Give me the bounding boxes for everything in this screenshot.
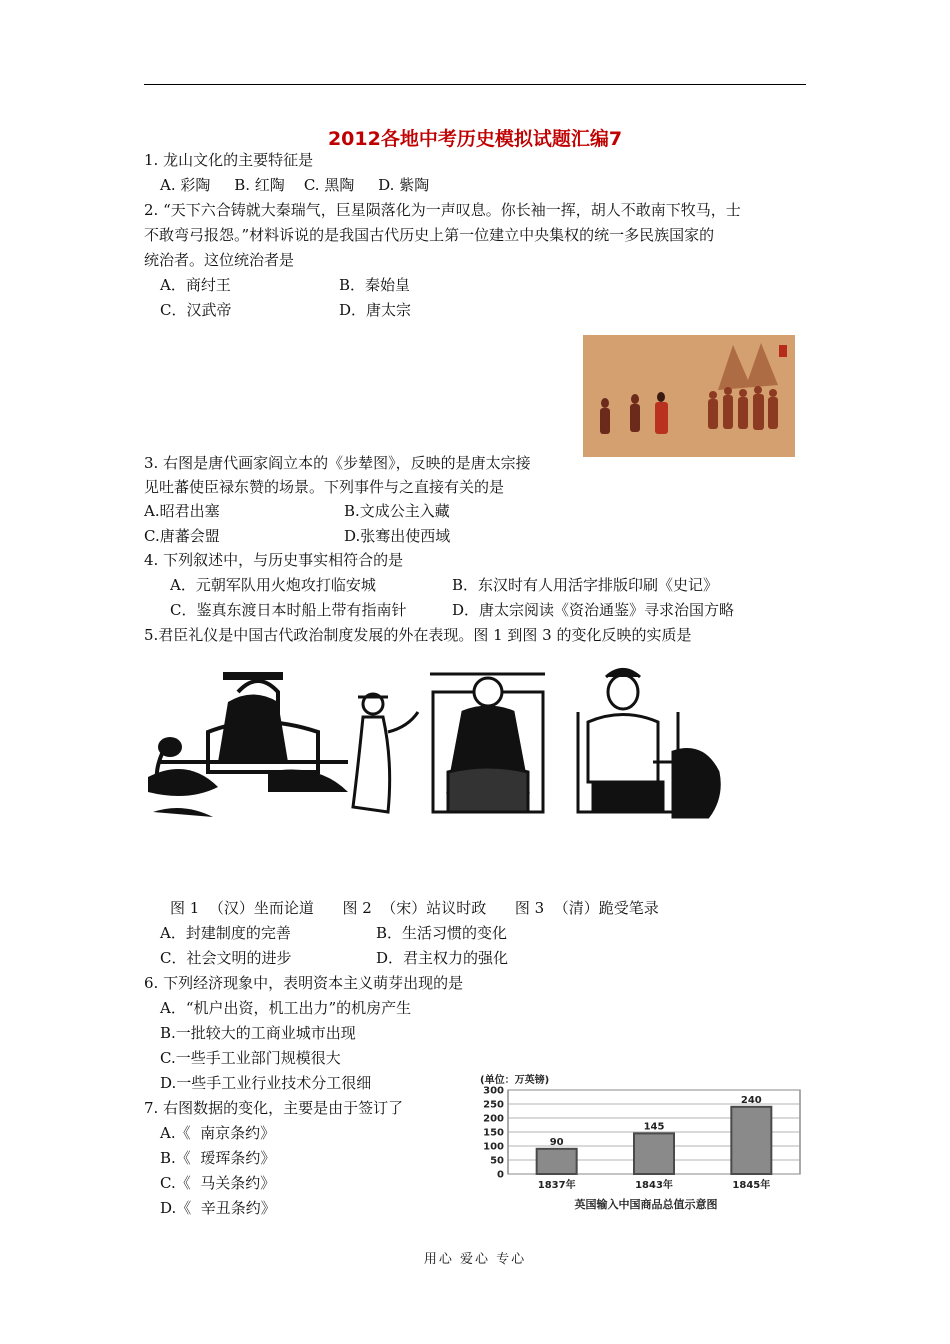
q2-line-1: 2. “天下六合铸就大秦瑞气，巨星陨落化为一声叹息。你长袖一挥，胡人不敢南下牧马，士 — [144, 201, 741, 219]
q5-stem: 5.君臣礼仪是中国古代政治制度发展的外在表现。图 1 到图 3 的变化反映的实质是 — [144, 626, 692, 644]
q6-option-a: A．“机户出资，机工出力”的机房产生 — [160, 999, 412, 1017]
q5-figure-captions: 图 1 （汉）坐而论道 图 2 （宋）站议时政 图 3 （清）跪受笔录 — [170, 899, 659, 917]
q3-option-d: D.张骞出使西域 — [344, 527, 451, 545]
q7-stem: 7. 右图数据的变化，主要是由于签订了 — [144, 1099, 404, 1117]
q3-option-c: C.唐蕃会盟 — [144, 527, 220, 545]
q2-option-a: A．商纣王 — [160, 276, 231, 294]
q7-option-d: D.《 辛丑条约》 — [160, 1199, 276, 1217]
q4-option-c: C．鉴真东渡日本时船上带有指南针 — [170, 601, 407, 619]
q5-option-c: C．社会文明的进步 — [160, 949, 292, 967]
trade-value-chart — [466, 1072, 806, 1214]
bars — [537, 1095, 772, 1174]
q3-option-a: A.昭君出塞 — [144, 502, 220, 520]
bar-value-label: 90 — [549, 1136, 564, 1148]
q7-option-c: C.《 马关条约》 — [160, 1174, 276, 1192]
x-ticks — [538, 1178, 771, 1191]
q4-option-d: D．唐太宗阅读《资治通鉴》寻求治国方略 — [452, 601, 735, 619]
painting-image — [583, 335, 795, 457]
q6-option-d: D.一些手工业行业技术分工很细 — [160, 1074, 372, 1092]
q2-line-3: 统治者。这位统治者是 — [144, 251, 295, 269]
bar-1837年 — [537, 1149, 577, 1174]
q7-option-a: A.《 南京条约》 — [160, 1124, 276, 1142]
bar-1843年 — [634, 1133, 674, 1174]
y-tick-label: 100 — [483, 1141, 504, 1153]
q6-option-b: B.一批较大的工商业城市出现 — [160, 1024, 356, 1042]
q2-line-2: 不敢弯弓报怨。”材料诉说的是我国古代历史上第一位建立中央集权的统一多民族国家的 — [144, 226, 715, 244]
q5-option-d: D．君主权力的强化 — [376, 949, 509, 967]
y-tick-label: 200 — [483, 1113, 504, 1125]
q3-line-1: 3. 右图是唐代画家阎立本的《步辇图》，反映的是唐太宗接 — [144, 454, 531, 472]
chart-unit-label: (单位：万英镑) — [480, 1075, 550, 1086]
x-tick-label: 1845年 — [732, 1180, 771, 1191]
q4-option-b: B．东汉时有人用活字排版印刷《史记》 — [452, 576, 719, 594]
q3-option-b: B.文成公主入藏 — [344, 502, 450, 520]
page-footer: 用心 爱心 专心 — [423, 1252, 527, 1267]
q1-stem: 1. 龙山文化的主要特征是 — [144, 151, 314, 169]
q2-option-b: B．秦始皇 — [339, 276, 411, 294]
y-ticks — [483, 1086, 504, 1181]
q5-option-a: A．封建制度的完善 — [160, 924, 291, 942]
y-tick-label: 250 — [483, 1099, 504, 1111]
y-tick-label: 50 — [490, 1155, 504, 1167]
bar-value-label: 145 — [643, 1121, 665, 1133]
y-tick-label: 150 — [483, 1127, 504, 1139]
q4-option-a: A．元朝军队用火炮攻打临安城 — [170, 576, 376, 594]
chart-caption: 英国输入中国商品总值示意图 — [574, 1198, 718, 1211]
q2-option-d: D．唐太宗 — [339, 301, 412, 319]
bar-1845年 — [731, 1107, 771, 1174]
bar-value-label: 240 — [740, 1094, 762, 1106]
chart-svg — [466, 1072, 806, 1214]
q5-option-b: B．生活习惯的变化 — [376, 924, 508, 942]
header-rule — [144, 84, 806, 85]
q1-options: A. 彩陶 B. 红陶 C. 黑陶 D. 紫陶 — [160, 176, 430, 194]
x-tick-label: 1837年 — [537, 1180, 576, 1191]
q3-line-2: 见吐蕃使臣禄东赞的场景。下列事件与之直接有关的是 — [144, 478, 505, 496]
q6-stem: 6. 下列经济现象中，表明资本主义萌芽出现的是 — [144, 974, 464, 992]
etiquette-illustrations — [148, 652, 738, 842]
page-title: 2012各地中考历史模拟试题汇编7 — [327, 128, 623, 150]
q6-option-c: C.一些手工业部门规模很大 — [160, 1049, 341, 1067]
q4-stem: 4. 下列叙述中，与历史事实相符合的是 — [144, 551, 404, 569]
q7-option-b: B.《 瑷珲条约》 — [160, 1149, 276, 1167]
y-tick-label: 300 — [483, 1085, 504, 1097]
x-tick-label: 1843年 — [635, 1180, 673, 1191]
q2-option-c: C．汉武帝 — [160, 301, 232, 319]
y-tick-label: 0 — [497, 1169, 504, 1181]
